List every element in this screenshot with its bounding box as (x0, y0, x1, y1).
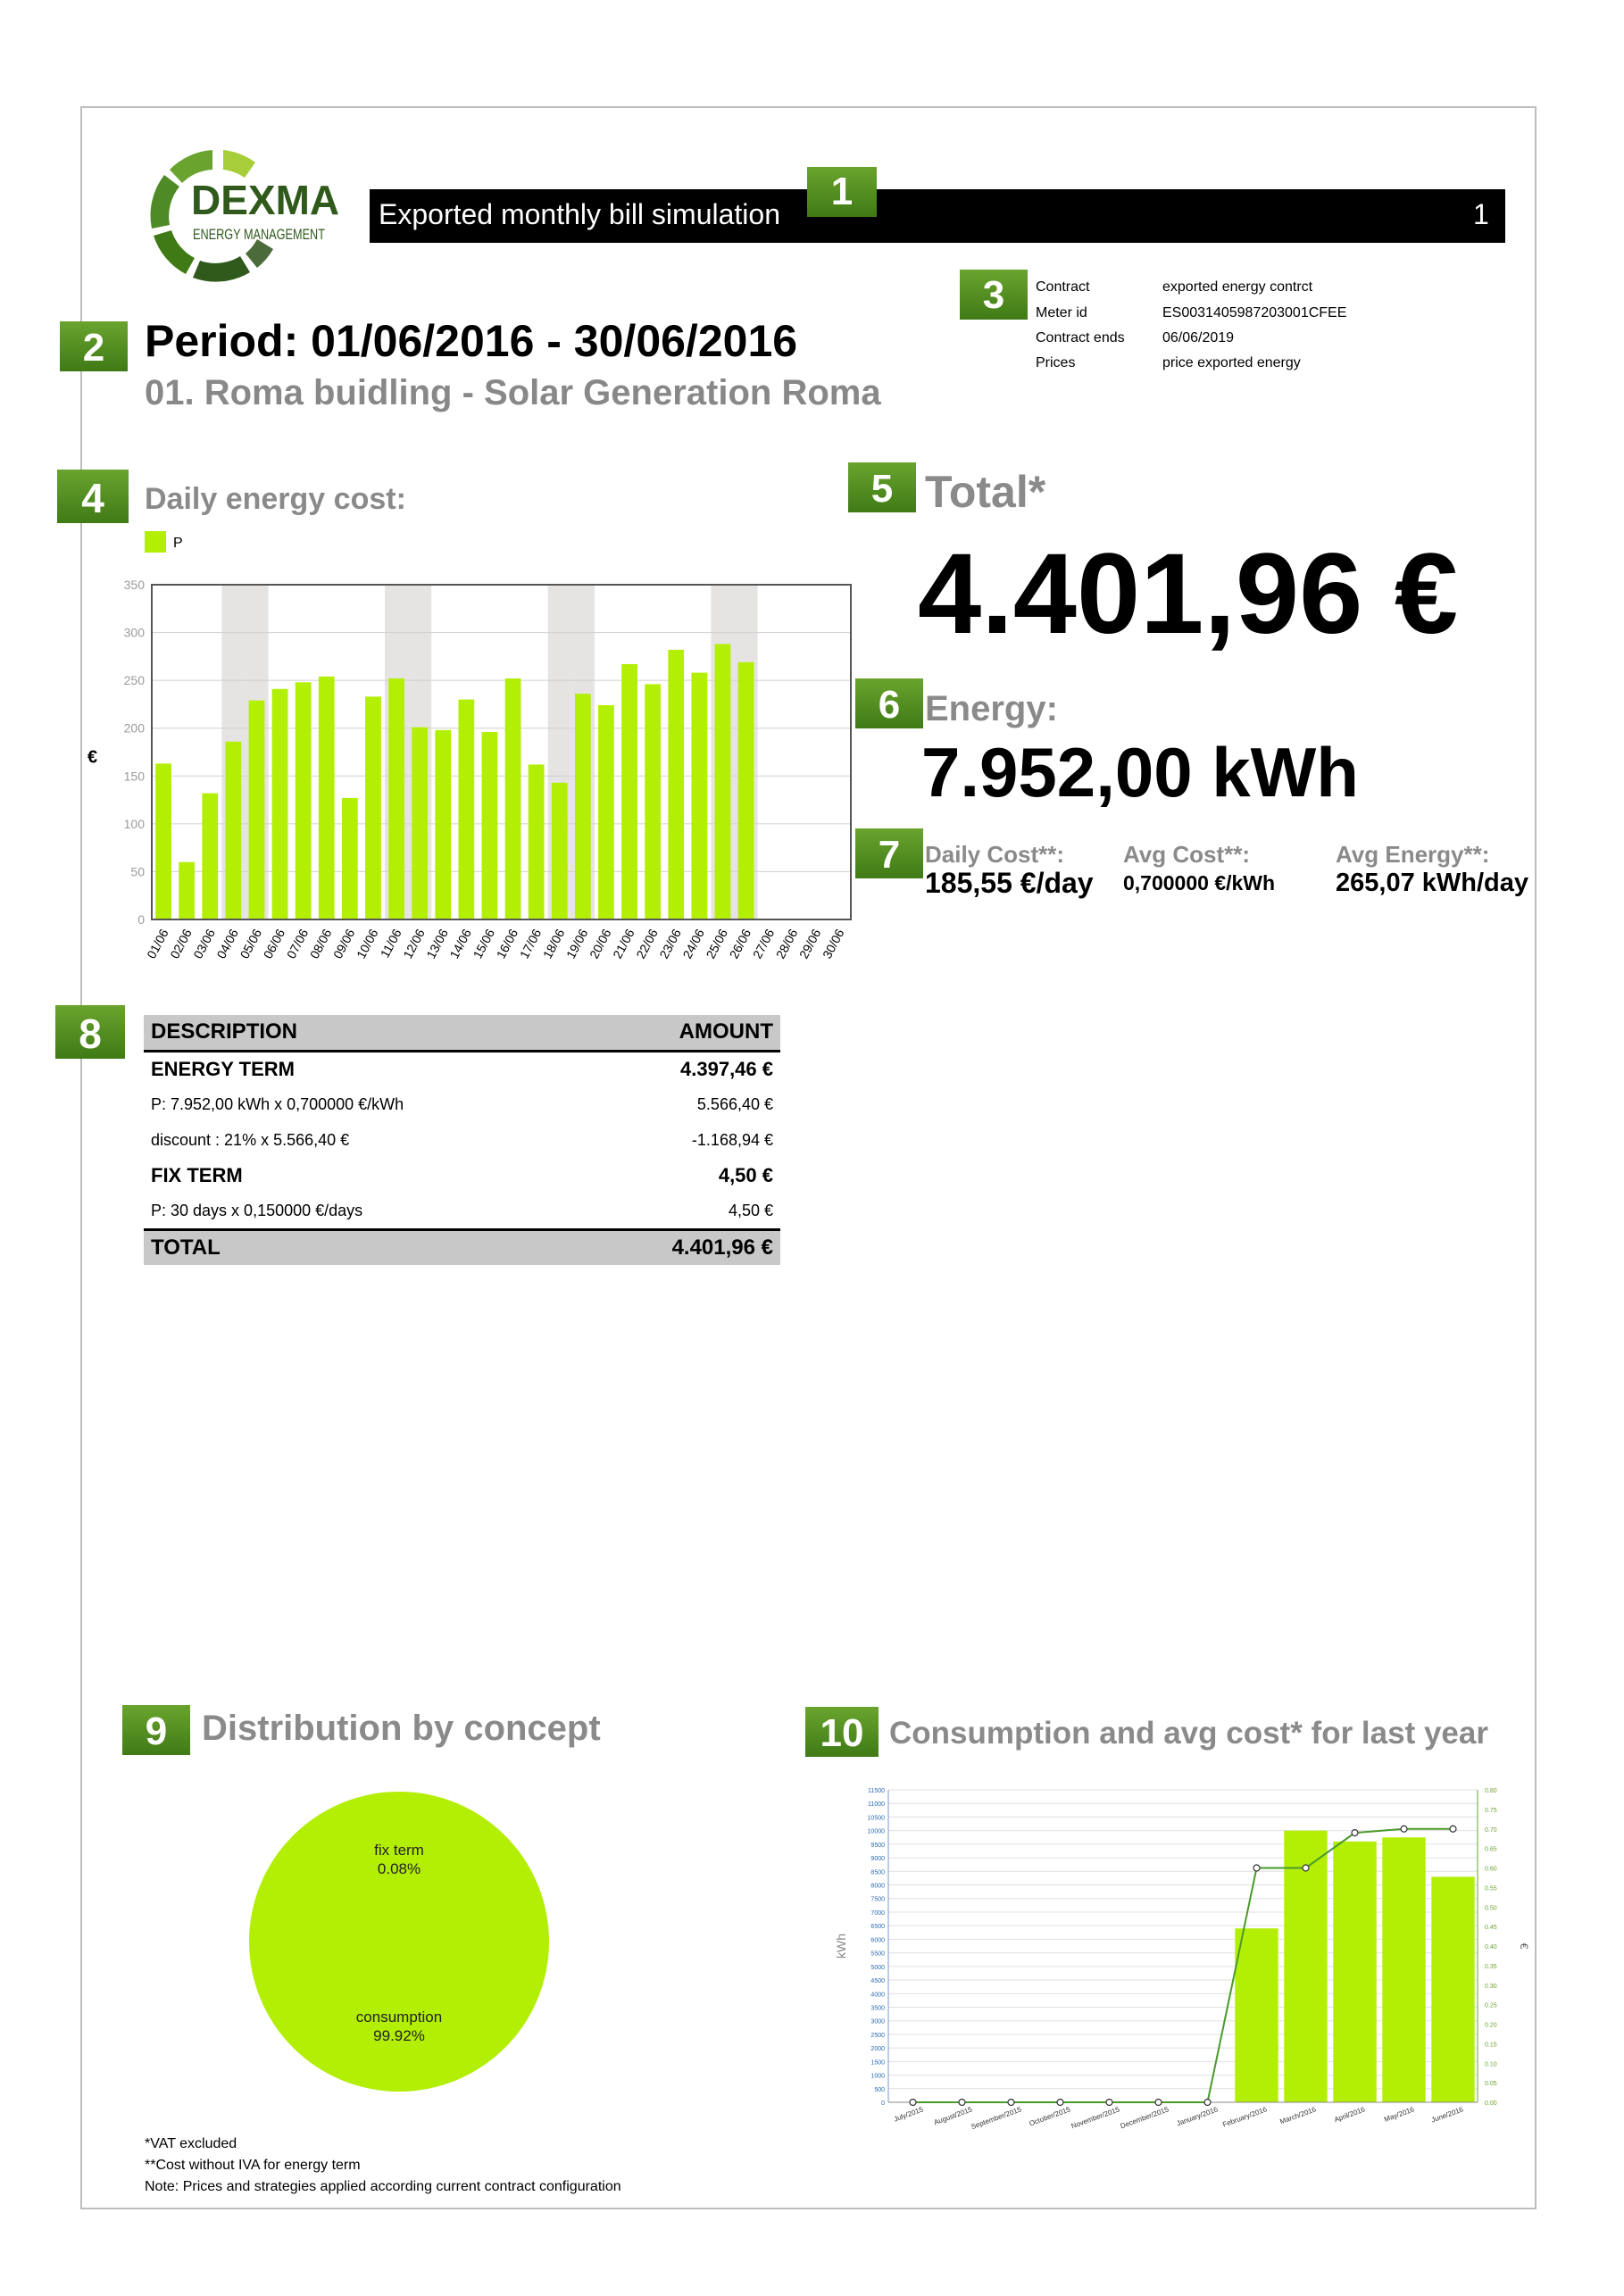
daily-bar (668, 650, 684, 919)
y-tick-label: 100 (123, 816, 145, 831)
section-badge-7: 7 (855, 828, 923, 878)
bill-row-energy-price (144, 1086, 780, 1122)
y-tick-label: 1500 (870, 2059, 885, 2067)
logo-arc-6 (246, 239, 273, 268)
consumption-year-chart (826, 1772, 1531, 2132)
daily-bar (319, 677, 335, 919)
x-tick-label: March/2016 (1278, 2105, 1318, 2126)
y-tick-label: 6500 (870, 1924, 885, 1931)
daily-bar (388, 678, 404, 919)
y-tick-label: 8000 (870, 1883, 885, 1890)
daily-bar (575, 694, 591, 919)
x-tick-label: January/2016 (1175, 2105, 1220, 2128)
consumption-bar (1382, 1837, 1425, 2102)
y2-tick-label: 0.05 (1485, 2081, 1497, 2088)
y-tick-label: 9000 (870, 1856, 885, 1863)
header-title: Exported monthly bill simulation (379, 198, 780, 230)
x-tick-label: 07/06 (283, 926, 312, 961)
y-tick-label: 500 (874, 2086, 885, 2093)
prices-value: price exported energy (1162, 355, 1301, 370)
x-tick-label: December/2015 (1119, 2105, 1170, 2131)
total-description: TOTAL (144, 1229, 588, 1265)
x-tick-label: 12/06 (400, 926, 428, 961)
x-tick-label: May/2016 (1383, 2105, 1416, 2124)
pie-label-category: consumption (355, 2009, 443, 2026)
avg-cost-point (1106, 2100, 1112, 2106)
y-tick-label: 350 (123, 578, 145, 592)
y-tick-label: 9500 (870, 1842, 885, 1849)
x-tick-label: August/2015 (932, 2105, 974, 2127)
legend-swatch (145, 531, 166, 553)
consumption-bar (1235, 1928, 1278, 2102)
daily-bar (202, 794, 218, 919)
section-badge-5: 5 (848, 462, 916, 512)
section-badge-2: 2 (60, 321, 128, 371)
y-tick-label: 150 (123, 769, 145, 784)
y-tick-label: 8500 (870, 1869, 885, 1876)
x-tick-label: October/2015 (1028, 2105, 1072, 2128)
section-badge-4: 4 (57, 470, 129, 523)
y-tick-label: 4500 (870, 1978, 885, 1985)
avg-cost-point (1008, 2100, 1014, 2106)
bill-row-amount: -1.168,94 € (691, 1130, 773, 1149)
y-tick-label: 11000 (868, 1801, 885, 1809)
contract-value: exported energy contrct (1162, 279, 1313, 295)
logo-arc-4 (154, 230, 195, 274)
y-tick-label: 6000 (870, 1937, 885, 1944)
y-tick-label: 2500 (870, 2032, 885, 2039)
x-tick-label: 10/06 (354, 926, 381, 961)
avg-cost-point (1155, 2100, 1162, 2106)
daily-cost-label: Daily Cost**: (925, 841, 1065, 868)
x-tick-label: 03/06 (190, 926, 218, 961)
footnote-iva: **Cost without IVA for energy term (145, 2158, 361, 2173)
daily-bar (738, 662, 754, 919)
logo-arc-1 (223, 150, 255, 178)
daily-bar (296, 682, 312, 919)
y-tick-label: 300 (123, 625, 145, 640)
logo-arc-3 (151, 175, 179, 229)
avg-cost-point (1303, 1865, 1309, 1871)
daily-bar (249, 701, 265, 919)
footnote-note: Note: Prices and strategies applied according current contract configuration (145, 2179, 621, 2194)
x-tick-label: April/2016 (1333, 2105, 1367, 2125)
bill-row-description: P: 30 days x 0,150000 €/days (151, 1201, 363, 1219)
x-tick-label: 11/06 (377, 926, 404, 961)
y2-tick-label: 0.40 (1485, 1944, 1497, 1951)
y-tick-label: 7000 (870, 1909, 885, 1917)
x-tick-label: 08/06 (306, 926, 335, 961)
x-tick-label: 14/06 (446, 926, 474, 961)
x-tick-label: 18/06 (539, 926, 568, 961)
daily-bar (621, 664, 637, 919)
daily-bar (179, 862, 195, 919)
daily-bar (225, 742, 241, 919)
y-tick-label: 5000 (870, 1964, 885, 1971)
bill-row-description: ENERGY TERM (151, 1057, 295, 1080)
contract-label: Contract (1036, 279, 1090, 295)
x-tick-label: 28/06 (772, 926, 801, 961)
y-tick-label: 3500 (870, 2005, 885, 2012)
y2-tick-label: 0.20 (1485, 2022, 1497, 2029)
avg-energy-label: Avg Energy**: (1336, 841, 1490, 868)
x-tick-label: 04/06 (213, 926, 241, 961)
description-header: DESCRIPTION (144, 1015, 588, 1051)
y-tick-label: 250 (123, 673, 145, 688)
y-tick-label: 1000 (870, 2073, 885, 2080)
daily-bar (598, 705, 614, 919)
daily-cost-value: 185,55 €/day (925, 867, 1094, 899)
avg-cost-point (959, 2100, 965, 2106)
x-tick-label: 23/06 (656, 926, 684, 961)
daily-bar (155, 763, 171, 919)
y2-tick-label: 0.60 (1485, 1866, 1497, 1873)
section-badge-6: 6 (855, 678, 923, 728)
x-tick-label: 17/06 (516, 926, 545, 961)
y-tick-label: 4000 (870, 1992, 885, 1999)
total-amount: 4.401,96 € (588, 1229, 780, 1265)
x-tick-label: 30/06 (820, 926, 847, 961)
avg-cost-point (910, 2100, 916, 2106)
bill-row-description: discount : 21% x 5.566,40 € (151, 1130, 350, 1149)
distribution-title: Distribution by concept (202, 1709, 601, 1748)
logo-brand: DEXMA (191, 177, 340, 223)
x-tick-label: 26/06 (726, 926, 754, 961)
daily-bar (458, 700, 474, 919)
total-value: 4.401,96 € (918, 530, 1458, 658)
y-tick-label: 10000 (867, 1828, 885, 1835)
y2-tick-label: 0.75 (1485, 1807, 1497, 1814)
y-tick-label: 3000 (870, 2018, 885, 2026)
section-badge-3: 3 (960, 270, 1028, 320)
period-title: Period: 01/06/2016 - 30/06/2016 (145, 316, 798, 366)
daily-bar (365, 696, 381, 919)
x-tick-label: 06/06 (260, 926, 288, 961)
bill-table-header (144, 1015, 780, 1051)
x-tick-label: November/2015 (1070, 2105, 1121, 2131)
y2-tick-label: 0.25 (1485, 2002, 1497, 2009)
x-tick-label: 19/06 (562, 926, 591, 961)
avg-cost-point (1450, 1826, 1456, 1832)
bill-row-energy-term (144, 1051, 780, 1086)
y-axis-label: € (87, 747, 98, 768)
x-tick-label: 22/06 (633, 926, 661, 961)
bill-row-amount: 4.397,46 € (680, 1057, 773, 1080)
y2-tick-label: 0.50 (1485, 1905, 1497, 1912)
x-tick-label: 25/06 (703, 926, 731, 961)
y-tick-label: 200 (123, 720, 145, 736)
meter-id-label: Meter id (1036, 305, 1087, 320)
bill-row-amount: 4,50 € (718, 1164, 773, 1186)
daily-bar (529, 764, 545, 919)
daily-bar (505, 678, 521, 919)
daily-bar (435, 730, 451, 919)
page-number: 1 (1473, 198, 1489, 230)
daily-bar (412, 728, 428, 919)
bill-row-amount: 4,50 € (728, 1201, 773, 1219)
y-tick-label: 50 (130, 864, 145, 879)
pie-label-value: 0.08% (377, 1860, 421, 1877)
daily-bar (272, 689, 288, 919)
y2-axis-label: € (1518, 1942, 1530, 1950)
daily-energy-cost-chart (80, 531, 866, 977)
y-tick-label: 2000 (870, 2046, 885, 2053)
contract-ends-label: Contract ends (1036, 330, 1125, 345)
energy-label: Energy: (925, 689, 1058, 728)
logo-arc-5 (193, 256, 250, 282)
x-tick-label: 15/06 (470, 926, 498, 961)
y2-tick-label: 0.70 (1485, 1826, 1497, 1834)
x-tick-label: February/2016 (1221, 2105, 1269, 2129)
x-tick-label: 01/06 (144, 926, 171, 961)
x-tick-label: 02/06 (167, 926, 195, 961)
y2-tick-label: 0.45 (1485, 1925, 1497, 1932)
avg-cost-point (1204, 2100, 1211, 2106)
section-badge-8: 8 (55, 1005, 125, 1059)
legend-label: P (173, 536, 183, 551)
prices-label: Prices (1036, 355, 1076, 370)
footnote-vat: *VAT excluded (145, 2136, 237, 2151)
x-tick-label: 13/06 (423, 926, 451, 961)
x-tick-label: July/2015 (892, 2105, 925, 2124)
y2-tick-label: 0.80 (1485, 1788, 1497, 1794)
bill-row-description: FIX TERM (151, 1164, 243, 1186)
y-tick-label: 0 (881, 2101, 885, 2107)
x-tick-label: 24/06 (679, 926, 707, 961)
daily-bar (715, 644, 731, 919)
x-tick-label: 05/06 (237, 926, 265, 961)
dexma-logo (143, 143, 340, 290)
x-tick-label: 16/06 (493, 926, 521, 961)
avg-cost-point (1352, 1830, 1358, 1836)
x-tick-label: 09/06 (329, 926, 358, 961)
bill-row-fix-price (144, 1194, 780, 1229)
y2-tick-label: 0.65 (1485, 1846, 1497, 1853)
bill-row-amount: 5.566,40 € (696, 1094, 773, 1113)
pie-label-category: fix term (374, 1842, 424, 1859)
daily-bar (691, 673, 707, 919)
energy-value: 7.952,00 kWh (921, 733, 1359, 811)
y2-tick-label: 0.55 (1485, 1885, 1497, 1893)
section-badge-10: 10 (805, 1707, 879, 1757)
daily-bar (482, 732, 498, 919)
consumption-bar (1431, 1876, 1474, 2102)
y2-tick-label: 0.15 (1485, 2042, 1497, 2049)
distribution-pie-chart (214, 1776, 589, 2116)
y-tick-label: 7500 (870, 1896, 885, 1903)
daily-bar (552, 783, 568, 919)
meter-id-value: ES0031405987203001CFEE (1162, 305, 1347, 320)
amount-header: AMOUNT (588, 1015, 780, 1051)
pie-label-value: 99.92% (373, 2027, 425, 2044)
avg-cost-point (1057, 2100, 1063, 2106)
bill-row-description: P: 7.952,00 kWh x 0,700000 €/kWh (151, 1094, 404, 1113)
bill-table-total (144, 1229, 780, 1265)
section-badge-9: 9 (122, 1705, 190, 1755)
avg-cost-value: 0,700000 €/kWh (1123, 871, 1276, 894)
y-axis-label: kWh (834, 1934, 848, 1959)
avg-cost-label: Avg Cost**: (1123, 841, 1251, 868)
logo-tagline: ENERGY MANAGEMENT (193, 226, 325, 243)
avg-cost-point (1401, 1826, 1407, 1832)
x-tick-label: 29/06 (795, 926, 824, 961)
x-tick-label: 20/06 (587, 926, 614, 961)
consumption-title: Consumption and avg cost* for last year (889, 1716, 1488, 1751)
y-tick-label: 5500 (870, 1951, 885, 1958)
x-tick-label: 21/06 (610, 926, 637, 961)
y-tick-label: 11500 (868, 1788, 885, 1794)
avg-cost-point (1253, 1865, 1260, 1871)
daily-chart-title: Daily energy cost: (145, 482, 406, 516)
y2-tick-label: 0.00 (1485, 2101, 1497, 2107)
y2-tick-label: 0.10 (1485, 2061, 1497, 2068)
daily-bar (342, 798, 358, 919)
section-badge-1: 1 (807, 167, 877, 217)
x-tick-label: June/2016 (1429, 2105, 1465, 2125)
y2-tick-label: 0.35 (1485, 1963, 1497, 1970)
x-tick-label: 27/06 (749, 926, 778, 961)
y-tick-label: 0 (137, 912, 145, 927)
total-label: Total* (925, 467, 1046, 517)
pie-slice (249, 1792, 549, 2092)
bill-table (144, 1015, 780, 1265)
x-tick-label: September/2015 (970, 2105, 1023, 2132)
consumption-bar (1333, 1842, 1376, 2102)
avg-energy-value: 265,07 kWh/day (1336, 869, 1528, 897)
bill-row-fix-term (144, 1158, 780, 1194)
daily-bar (645, 684, 661, 919)
y-tick-label: 10500 (867, 1815, 885, 1822)
bill-row-discount (144, 1122, 780, 1158)
building-name: 01. Roma buidling - Solar Generation Roma (145, 373, 881, 412)
contract-ends-value: 06/06/2019 (1162, 330, 1235, 345)
y2-tick-label: 0.30 (1485, 1983, 1497, 1990)
